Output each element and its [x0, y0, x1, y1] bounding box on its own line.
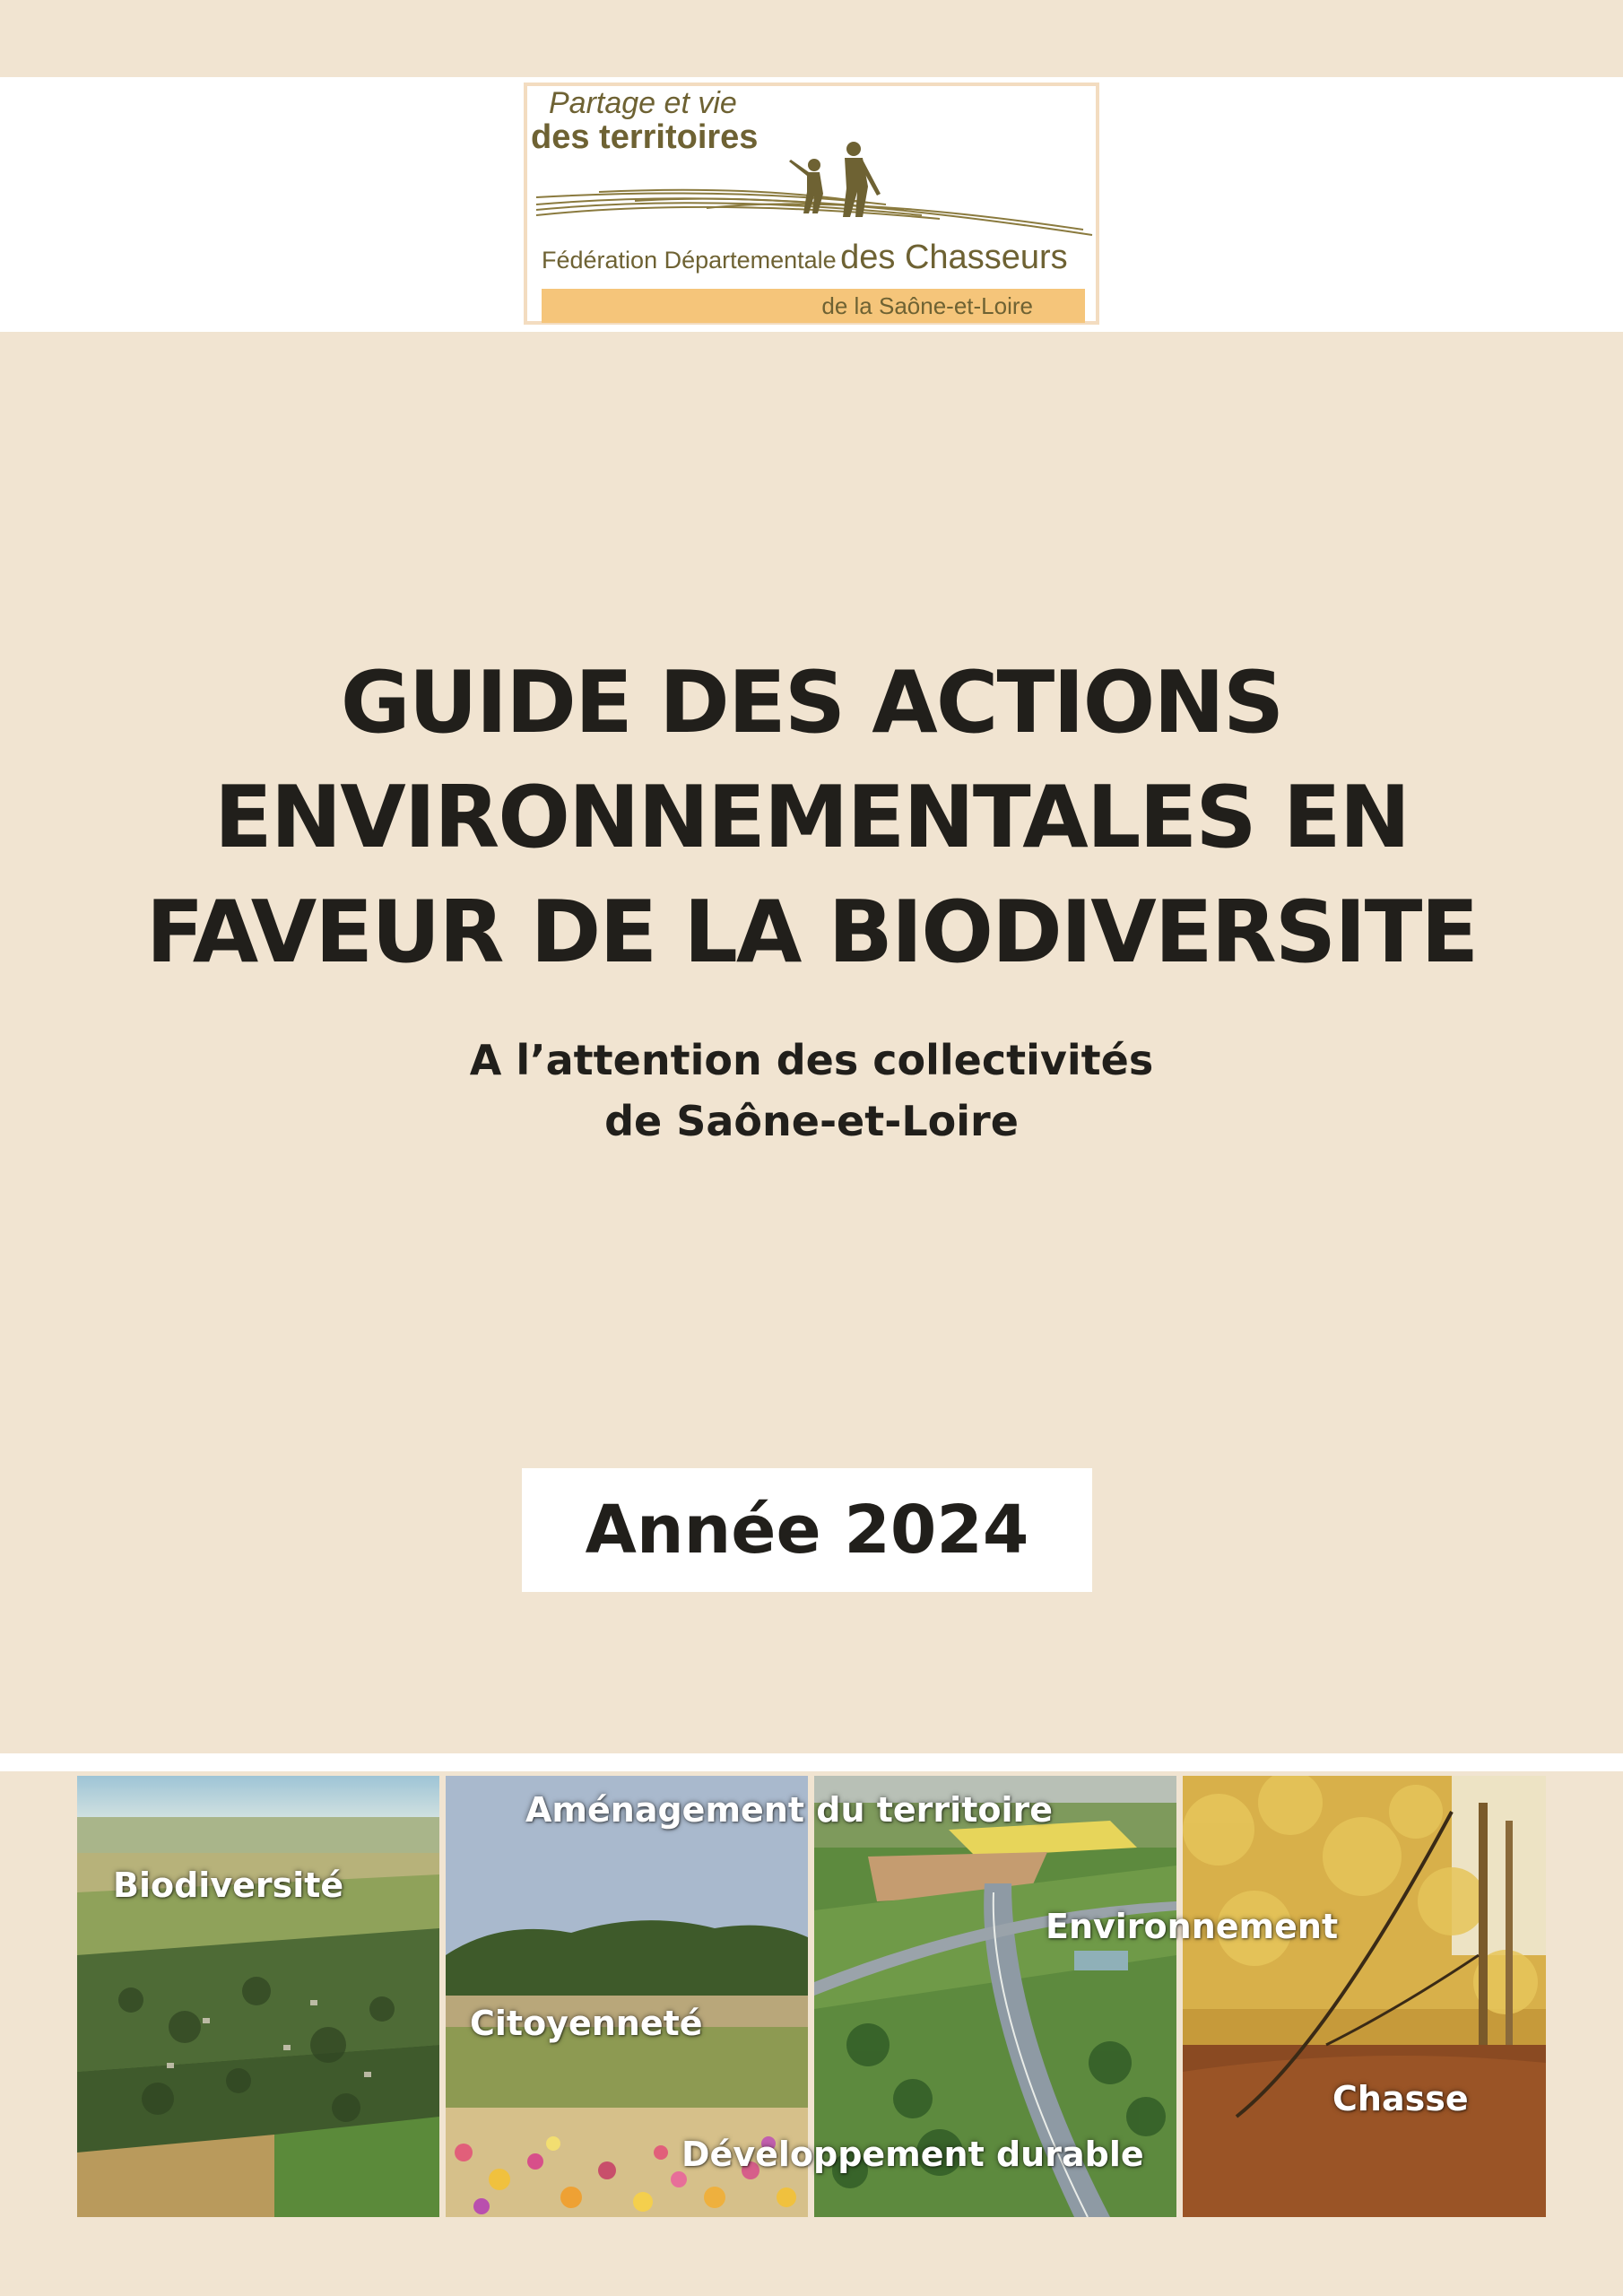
logo-federation-name	[542, 239, 1068, 277]
logo-department: de la Saône-et-Loire	[821, 292, 1033, 319]
photo-strip	[77, 1776, 1546, 2217]
label-developpement-durable: Développement durable	[681, 2135, 1144, 2174]
label-biodiversite: Biodiversité	[113, 1866, 344, 1905]
logo-federation-big: des Chasseurs	[840, 239, 1068, 276]
footer-band	[0, 1753, 1623, 1771]
label-environnement: Environnement	[1046, 1907, 1339, 1946]
photo-autumn-forest	[1183, 1776, 1546, 2217]
label-amenagement-territoire: Aménagement du territoire	[525, 1790, 1053, 1830]
photo-aerial-village	[77, 1776, 439, 2217]
logo-department-strip	[542, 289, 1085, 323]
logo-tagline-2: des territoires	[531, 118, 759, 156]
year-box	[522, 1468, 1092, 1592]
document-subtitle	[0, 1030, 1623, 1152]
hunters-field-illustration	[527, 104, 1096, 239]
year-label: Année 2024	[585, 1492, 1029, 1569]
federation-logo	[524, 83, 1099, 325]
title-line-3: FAVEUR DE LA BIODIVERSITE	[145, 883, 1478, 982]
title-line-2: ENVIRONNEMENTALES EN	[213, 769, 1410, 867]
label-chasse: Chasse	[1332, 2079, 1469, 2118]
subtitle-line-2: de Saône-et-Loire	[604, 1097, 1019, 1145]
logo-federation-small: Fédération Départementale	[542, 247, 837, 274]
label-citoyennete: Citoyenneté	[470, 2004, 703, 2043]
logo-tagline-1: Partage et vie	[549, 86, 737, 120]
title-line-1: GUIDE DES ACTIONS	[340, 654, 1283, 752]
subtitle-line-1: A l’attention des collectivités	[469, 1036, 1154, 1084]
document-title	[0, 646, 1623, 990]
